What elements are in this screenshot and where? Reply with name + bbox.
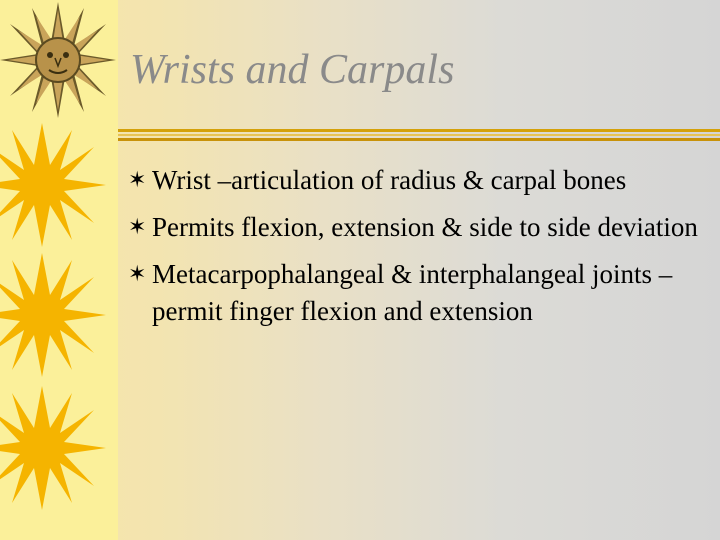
bullet-star-icon: ✶	[128, 215, 147, 240]
bullet-text: Metacarpophalangeal & interphalangeal joints – permit finger flexion and extension	[152, 259, 673, 326]
slide-title: Wrists and Carpals	[130, 47, 455, 93]
sun-icon	[0, 386, 106, 510]
sun-icon	[0, 123, 106, 247]
sun-icon	[0, 253, 106, 377]
bullet-text: Wrist –articulation of radius & carpal bones	[152, 165, 627, 195]
bullet-item	[128, 256, 714, 330]
bullet-star-icon: ✶	[128, 168, 147, 193]
sun-decoration	[0, 0, 118, 540]
sun-face-icon	[0, 2, 116, 118]
bullet-star-icon: ✶	[128, 262, 147, 287]
bullet-item	[128, 162, 714, 199]
title-divider	[118, 128, 720, 144]
bullet-item	[128, 209, 714, 246]
decorative-sun-strip	[0, 0, 118, 540]
bullet-list	[128, 162, 714, 340]
bullet-text: Permits flexion, extension & side to side deviation	[152, 212, 698, 242]
